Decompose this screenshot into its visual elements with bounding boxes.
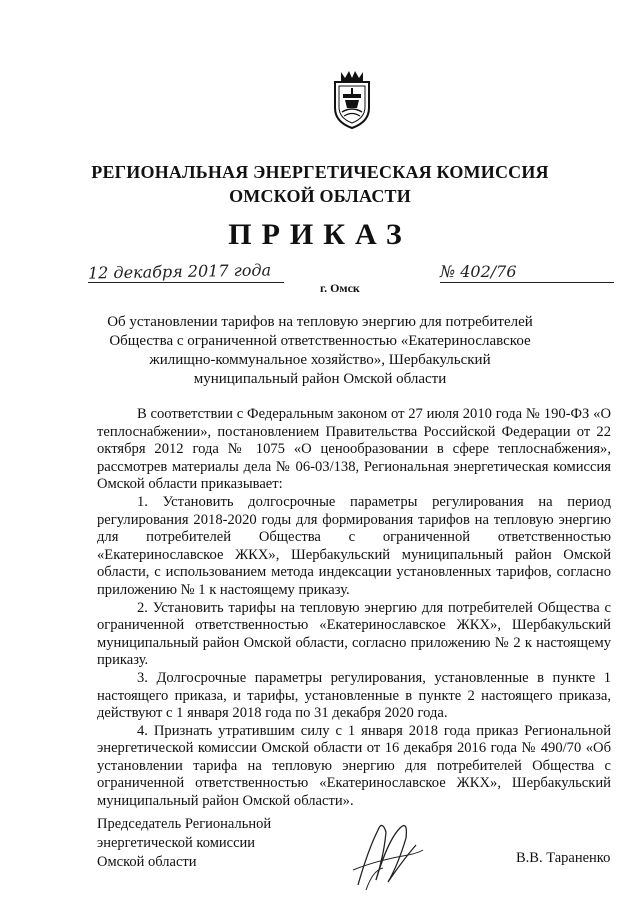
date-underline (88, 282, 284, 283)
organization-name-line1: РЕГИОНАЛЬНАЯ ЭНЕРГЕТИЧЕСКАЯ КОМИССИЯ (91, 162, 549, 182)
coat-of-arms-emblem (331, 68, 373, 130)
order-item-3: 3. Долгосрочные параметры регулирования, установленные в пункте 1 настоящего приказа, и тарифы, установленные в пункте 2 настоящего приказа, действуют с 1 января 2018 года по 31 декабря 2020 года. (97, 669, 611, 722)
organization-name-line2: ОМСКОЙ ОБЛАСТИ (229, 186, 411, 206)
document-type-title: ПРИКАЗ (228, 218, 412, 251)
order-subject (0, 313, 640, 389)
handwritten-signature (348, 810, 428, 895)
order-item-4: 4. Признать утратившим силу с 1 января 2018 года приказ Региональной энергетической комиссии Омской области от 16 декабря 2016 года № 490/70 «Об установлении тарифа на тепловую энергию для потребителей Общества с ограниченной ответственностью «Екатеринославское ЖКХ», Шербакульский муниципальный район Омской области». (97, 722, 611, 810)
order-item-2: 2. Установить тарифы на тепловую энергию для потребителей Общества с ограниченной ответственностью «Екатеринославское ЖКХ», Шербакульский муниципальный район Омской области, согласно приложению № 2 к настоящему приказу. (97, 599, 611, 669)
order-item-1: 1. Установить долгосрочные параметры регулирования на период регулирования 2018-2020 годы для формирования тарифов на тепловую энергию для потребителей Общества с ограниченной ответственностью «Екатеринославское ЖКХ», Шербакульский муниципальный район Омской области, с использованием метода индексации установленных тарифов, согласно приложению № 1 к настоящему приказу. (97, 493, 611, 598)
signatory-position (97, 815, 271, 872)
city-label: г. Омск (320, 281, 360, 295)
subject-line: муниципальный район Омской области (193, 371, 447, 387)
order-body (97, 406, 611, 811)
position-line: энергетической комиссии (97, 835, 256, 851)
handwritten-order-number: № 402/76 (440, 262, 517, 281)
signatory-name: В.В. Тараненко (516, 850, 611, 866)
handwritten-date: 12 декабря 2017 года (87, 260, 272, 283)
subject-line: Общества с ограниченной ответственностью «Екатеринославское (109, 333, 531, 349)
subject-line: жилищно-коммунальное хозяйство», Шербакульский (149, 352, 491, 368)
number-underline (440, 282, 614, 283)
preamble-paragraph: В соответствии с Федеральным законом от 27 июля 2010 года № 190-ФЗ «О теплоснабжении», постановлением Правительства Российской Федерации от 22 октября 2012 года № 1075 «О ценообразовании в сфере теплоснабжения», рассмотрев материалы дела № 06-03/138, Региональная энергетическая комиссия Омской области приказывает: (97, 406, 611, 493)
position-line: Председатель Региональной (97, 816, 272, 832)
position-line: Омской области (97, 854, 197, 870)
subject-line: Об установлении тарифов на тепловую энергию для потребителей (107, 314, 533, 330)
